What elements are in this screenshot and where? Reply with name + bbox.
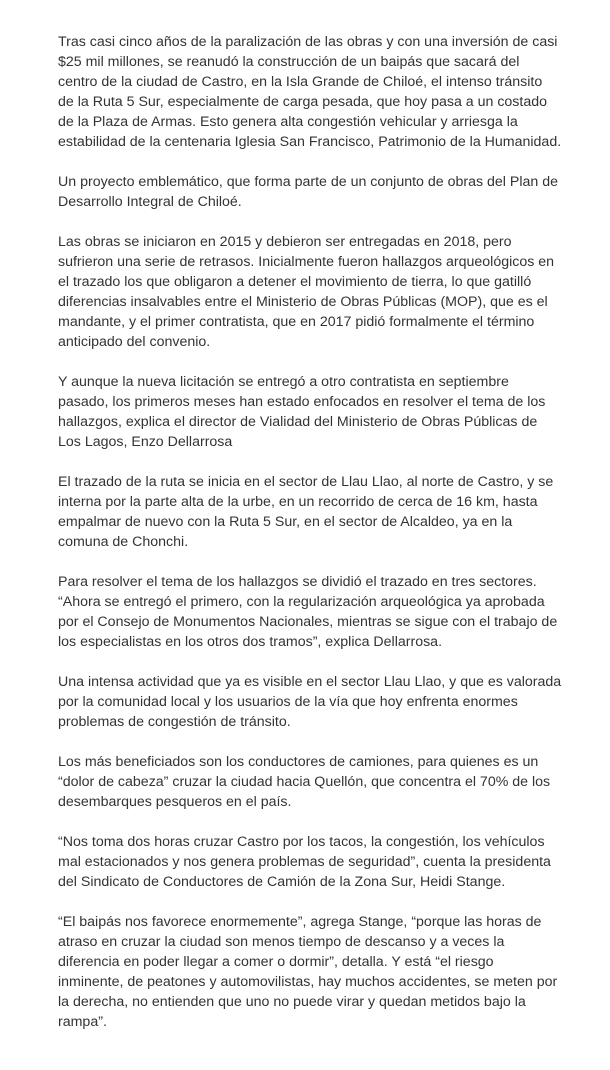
paragraph-line: mandante, y el primer contratista, que en 2017 pidió formalmente el término bbox=[58, 314, 535, 330]
paragraph-2 bbox=[58, 172, 558, 212]
paragraph-line: comuna de Chonchi. bbox=[58, 534, 189, 550]
paragraph-line: mal estacionados y nos genera problemas de seguridad”, cuenta la presidenta bbox=[58, 854, 551, 870]
paragraph-line: problemas de congestión de tránsito. bbox=[58, 714, 291, 730]
paragraph-8 bbox=[58, 752, 558, 812]
paragraph-line: “Ahora se entregó el primero, con la regularización arqueológica ya aprobada bbox=[58, 594, 545, 610]
paragraph-line: interna por la parte alta de la urbe, en un recorrido de cerca de 16 km, hasta bbox=[58, 494, 538, 510]
paragraph-4 bbox=[58, 372, 558, 452]
article-body bbox=[58, 32, 562, 1052]
paragraph-6 bbox=[58, 572, 558, 652]
paragraph-line: estabilidad de la centenaria Iglesia San Francisco, Patrimonio de la Humanidad. bbox=[58, 134, 562, 150]
paragraph-line: hallazgos, explica el director de Vialidad del Ministerio de Obras Públicas de bbox=[58, 414, 538, 430]
paragraph-line: “El baipás nos favorece enormemente”, agrega Stange, “porque las horas de bbox=[58, 914, 542, 930]
paragraph-line: la derecha, no entienden que uno no puede virar y quedan metidos bajo la bbox=[58, 994, 526, 1010]
paragraph-line: empalmar de nuevo con la Ruta 5 Sur, en el sector de Alcaldeo, ya en la bbox=[58, 514, 513, 530]
paragraph-line: Los más beneficiados son los conductores de camiones, para quienes es un bbox=[58, 754, 539, 770]
paragraph-line: de la Ruta 5 Sur, especialmente de carga pesada, que hoy pasa a un costado bbox=[58, 94, 548, 110]
paragraph-line: Para resolver el tema de los hallazgos se dividió el trazado en tres sectores. bbox=[58, 574, 537, 590]
paragraph-line: “dolor de cabeza” cruzar la ciudad hacia Quellón, que concentra el 70% de los bbox=[58, 774, 551, 790]
paragraph-line: de la Plaza de Armas. Esto genera alta congestión vehicular y arriesga la bbox=[58, 114, 518, 130]
paragraph-line: diferencias insalvables entre el Ministerio de Obras Públicas (MOP), que es el bbox=[58, 294, 548, 310]
paragraph-line: “Nos toma dos horas cruzar Castro por los tacos, la congestión, los vehículos bbox=[58, 834, 545, 850]
paragraph-3 bbox=[58, 232, 558, 352]
paragraph-line: sufrieron una serie de retrasos. Inicialmente fueron hallazgos arqueológicos en bbox=[58, 254, 555, 270]
paragraph-line: Tras casi cinco años de la paralización de las obras y con una inversión de casi bbox=[58, 34, 558, 50]
paragraph-line: desembarques pesqueros en el país. bbox=[58, 794, 292, 810]
paragraph-line: $25 mil millones, se reanudó la construcción de un baipás que sacará del bbox=[58, 54, 520, 70]
paragraph-line: los especialistas en los otros dos tramos”, explica Dellarrosa. bbox=[58, 634, 443, 650]
paragraph-line: Un proyecto emblemático, que forma parte de un conjunto de obras del Plan de bbox=[58, 174, 559, 190]
paragraph-line: inminente, de peatones y automovilistas, hay muchos accidentes, se meten por bbox=[58, 974, 558, 990]
paragraph-5 bbox=[58, 472, 558, 552]
paragraph-line: diferencia en poder llegar a comer o dormir”, detalla. Y está “el riesgo bbox=[58, 954, 494, 970]
paragraph-line: del Sindicato de Conductores de Camión de la Zona Sur, Heidi Stange. bbox=[58, 874, 506, 890]
paragraph-1 bbox=[58, 32, 562, 152]
paragraph-7 bbox=[58, 672, 562, 732]
paragraph-line: pasado, los primeros meses han estado enfocados en resolver el tema de los bbox=[58, 394, 546, 410]
paragraph-line: Y aunque la nueva licitación se entregó a otro contratista en septiembre bbox=[58, 374, 509, 390]
paragraph-line: Las obras se iniciaron en 2015 y debieron ser entregadas en 2018, pero bbox=[58, 234, 512, 250]
paragraph-line: anticipado del convenio. bbox=[58, 334, 211, 350]
paragraph-line: rampa”. bbox=[58, 1014, 107, 1030]
paragraph-line: Una intensa actividad que ya es visible en el sector Llau Llao, y que es valorada bbox=[58, 674, 562, 690]
paragraph-line: El trazado de la ruta se inicia en el sector de Llau Llao, al norte de Castro, y se bbox=[58, 474, 554, 490]
paragraph-line: Desarrollo Integral de Chiloé. bbox=[58, 194, 242, 210]
paragraph-line: por el Consejo de Monumentos Nacionales, mientras se sigue con el trabajo de bbox=[58, 614, 558, 630]
paragraph-10 bbox=[58, 912, 558, 1032]
paragraph-line: Los Lagos, Enzo Dellarrosa bbox=[58, 434, 233, 450]
paragraph-line: el trazado los que obligaron a detener el movimiento de tierra, lo que gatilló bbox=[58, 274, 532, 290]
paragraph-line: por la comunidad local y los usuarios de la vía que hoy enfrenta enormes bbox=[58, 694, 518, 710]
paragraph-line: centro de la ciudad de Castro, en la Isla Grande de Chiloé, el intenso tránsito bbox=[58, 74, 543, 90]
paragraph-line: atraso en cruzar la ciudad son menos tiempo de descanso y a veces la bbox=[58, 934, 505, 950]
paragraph-9 bbox=[58, 832, 558, 892]
